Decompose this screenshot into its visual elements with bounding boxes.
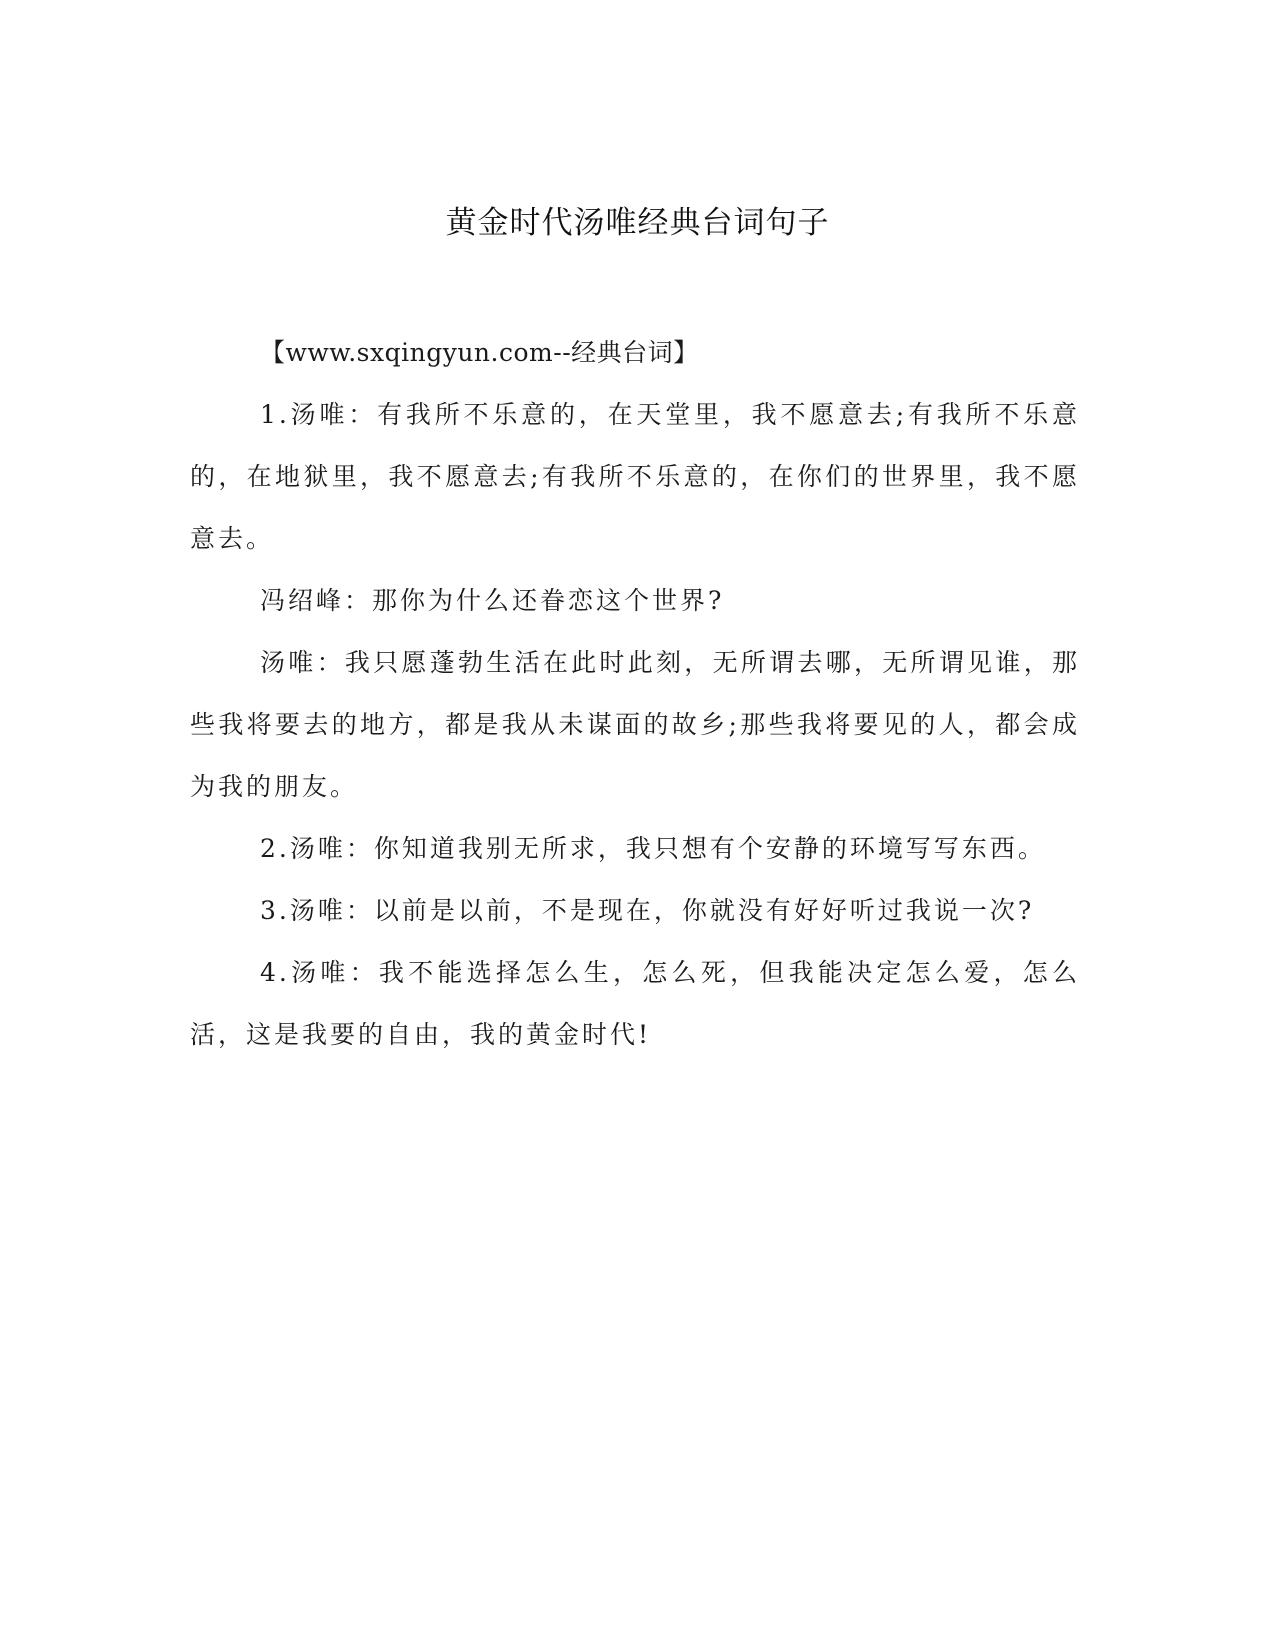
document-title: 黄金时代汤唯经典台词句子 (445, 205, 830, 241)
paragraph-6: 4.汤唯：我不能选择怎么生，怎么死，但我能决定怎么爱，怎么活，这是我要的自由，我的黄金时代! (190, 958, 1080, 1049)
paragraph-4: 2.汤唯：你知道我别无所求，我只想有个安静的环境写写东西。 (260, 834, 1046, 863)
paragraph-5: 3.汤唯：以前是以前，不是现在，你就没有好好听过我说一次? (260, 896, 1035, 925)
document-body (190, 322, 1080, 1066)
paragraph-3: 汤唯：我只愿蓬勃生活在此时此刻，无所谓去哪，无所谓见谁，那些我将要去的地方，都是我从未谋面的故乡;那些我将要见的人，都会成为我的朋友。 (190, 648, 1080, 801)
source-line: 【www.sxqingyun.com--经典台词】 (260, 338, 699, 367)
paragraph-1: 1.汤唯：有我所不乐意的，在天堂里，我不愿意去;有我所不乐意的，在地狱里，我不愿意去;有我所不乐意的，在你们的世界里，我不愿意去。 (190, 400, 1080, 553)
paragraph-2: 冯绍峰：那你为什么还眷恋这个世界? (260, 586, 725, 615)
